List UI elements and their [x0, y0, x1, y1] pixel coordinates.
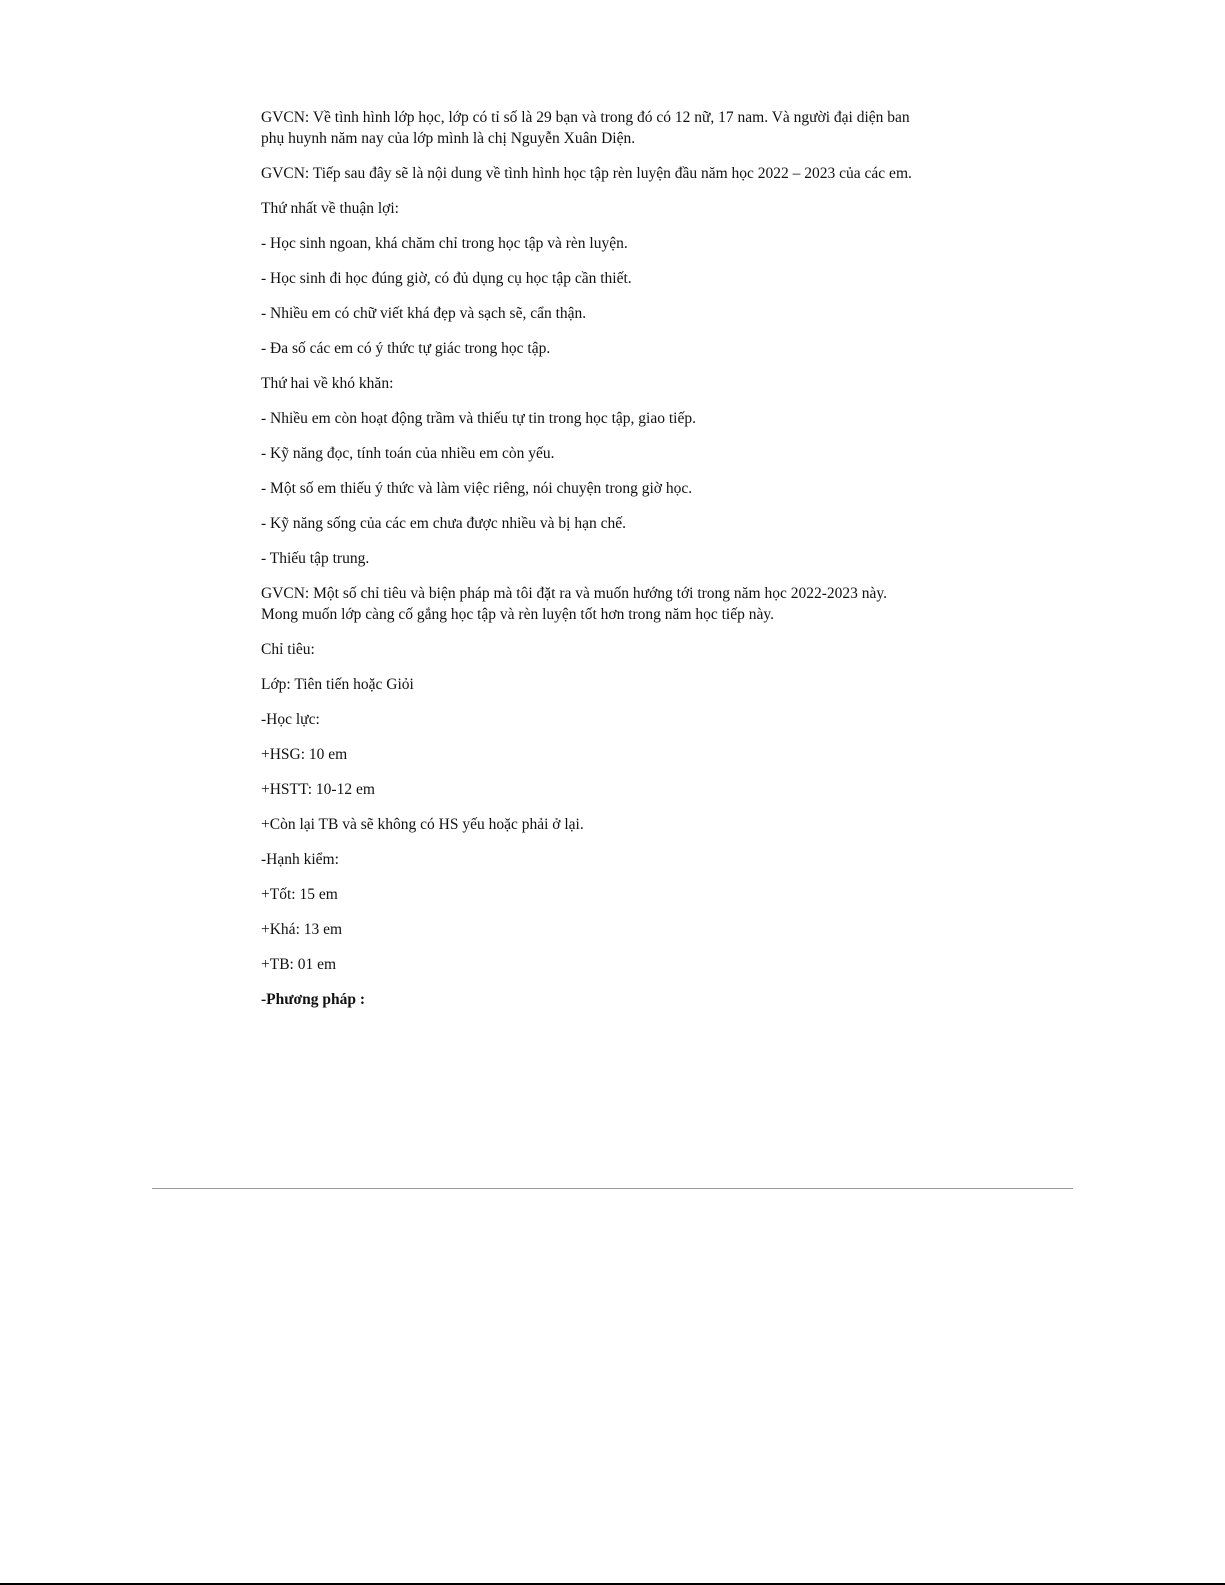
list-item-difficulty [261, 548, 981, 569]
paragraph-line: Mong muốn lớp càng cố gắng học tập và rèn luyện tốt hơn trong năm học tiếp này. [261, 606, 774, 623]
paragraph-intro-content [261, 163, 981, 184]
paragraph-targets-intro [261, 583, 981, 625]
page-divider [152, 1188, 1073, 1189]
target-conduct-item [261, 954, 981, 975]
paragraph-line: GVCN: Tiếp sau đây sẽ là nội dung về tình hình học tập rèn luyện đầu năm học 2022 – 2023 của các em. [261, 165, 912, 182]
heading-advantages [261, 198, 981, 219]
target-conduct-item [261, 884, 981, 905]
paragraph-line: - Học sinh đi học đúng giờ, có đủ dụng cụ học tập cần thiết. [261, 270, 632, 287]
heading-academic [261, 709, 981, 730]
paragraph-line: Chỉ tiêu: [261, 641, 315, 658]
target-academic-item [261, 779, 981, 800]
document-body [261, 107, 981, 1024]
paragraph-line: -Phương pháp : [261, 991, 366, 1008]
paragraph-line: - Nhiều em có chữ viết khá đẹp và sạch sẽ, cẩn thận. [261, 305, 587, 322]
target-academic-item [261, 744, 981, 765]
paragraph-line: +Còn lại TB và sẽ không có HS yếu hoặc phải ở lại. [261, 816, 584, 833]
heading-difficulties [261, 373, 981, 394]
paragraph-line: - Thiếu tập trung. [261, 550, 370, 567]
list-item-difficulty [261, 513, 981, 534]
paragraph-line: Thứ hai về khó khăn: [261, 375, 394, 392]
paragraph-line: +Khá: 13 em [261, 921, 343, 938]
paragraph-line: +TB: 01 em [261, 956, 337, 973]
paragraph-line: -Học lực: [261, 711, 320, 728]
list-item-advantage [261, 268, 981, 289]
paragraph-line: Lớp: Tiên tiến hoặc Giỏi [261, 676, 414, 693]
heading-targets [261, 639, 981, 660]
list-item-advantage [261, 338, 981, 359]
list-item-difficulty [261, 478, 981, 499]
paragraph-line: +Tốt: 15 em [261, 886, 338, 903]
paragraph-line: - Kỹ năng đọc, tính toán của nhiều em còn yếu. [261, 445, 555, 462]
heading-conduct [261, 849, 981, 870]
paragraph-line: +HSTT: 10-12 em [261, 781, 375, 798]
list-item-difficulty [261, 443, 981, 464]
paragraph-line: phụ huynh năm nay của lớp mình là chị Nguyễn Xuân Diện. [261, 130, 636, 147]
paragraph-class-overview [261, 107, 981, 149]
target-conduct-item [261, 919, 981, 940]
paragraph-line: +HSG: 10 em [261, 746, 348, 763]
paragraph-line: - Một số em thiếu ý thức và làm việc riêng, nói chuyện trong giờ học. [261, 480, 693, 497]
paragraph-line: GVCN: Một số chỉ tiêu và biện pháp mà tôi đặt ra và muốn hướng tới trong năm học 2022-2023 này. [261, 585, 888, 602]
paragraph-line: Thứ nhất về thuận lợi: [261, 200, 399, 217]
paragraph-line: GVCN: Về tình hình lớp học, lớp có tỉ số là 29 bạn và trong đó có 12 nữ, 17 nam. Và người đại diện ban [261, 109, 910, 126]
paragraph-line: -Hạnh kiểm: [261, 851, 339, 868]
paragraph-line: - Đa số các em có ý thức tự giác trong học tập. [261, 340, 551, 357]
list-item-advantage [261, 233, 981, 254]
paragraph-line: - Học sinh ngoan, khá chăm chỉ trong học tập và rèn luyện. [261, 235, 628, 252]
list-item-difficulty [261, 408, 981, 429]
heading-methods [261, 989, 981, 1010]
paragraph-line: - Nhiều em còn hoạt động trầm và thiếu tự tin trong học tập, giao tiếp. [261, 410, 696, 427]
target-academic-item [261, 814, 981, 835]
paragraph-line: - Kỹ năng sống của các em chưa được nhiều và bị hạn chế. [261, 515, 626, 532]
list-item-advantage [261, 303, 981, 324]
target-class [261, 674, 981, 695]
